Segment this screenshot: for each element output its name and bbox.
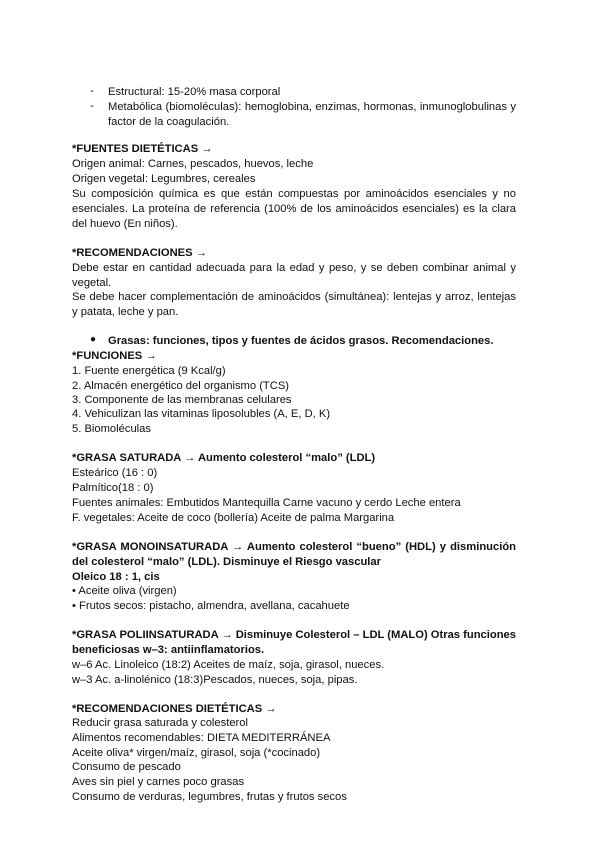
heading-grasa-saturada: *GRASA SATURADA → Aumento colesterol “malo” (LDL) bbox=[72, 452, 376, 464]
recomendacion-item: Alimentos recomendables: DIETA MEDITERRÁNEA bbox=[72, 732, 331, 744]
saturada-fuentes-animales: Fuentes animales: Embutidos Mantequilla Carne vacuno y cerdo Leche entera bbox=[72, 497, 461, 509]
saturada-fuentes-vegetales: F. vegetales: Aceite de coco (bollería) Aceite de palma Margarina bbox=[72, 512, 395, 524]
recomendacion-item: Consumo de verduras, legumbres, frutas y frutos secos bbox=[72, 791, 347, 803]
section-title-grasas: Grasas: funciones, tipos y fuentes de ácidos grasos. Recomendaciones. bbox=[108, 335, 494, 347]
oleico-label: Oleico 18 : 1, cis bbox=[72, 571, 160, 583]
recomendacion-item: Reducir grasa saturada y colesterol bbox=[72, 717, 248, 729]
recomendacion-item: Aves sin piel y carnes poco grasas bbox=[72, 776, 245, 788]
poli-w3: w–3 Ac. a-linolénico (18:3)Pescados, nueces, soja, pipas. bbox=[72, 674, 358, 686]
bullet-icon: ● bbox=[90, 334, 97, 345]
heading-recomendaciones-dieteticas: *RECOMENDACIONES DIETÉTICAS → bbox=[72, 703, 277, 715]
recomendacion-item: Aceite oliva* virgen/maíz, girasol, soja (*cocinado) bbox=[72, 747, 321, 759]
heading-recomendaciones: *RECOMENDACIONES → bbox=[72, 247, 207, 259]
heading-fuentes-dieteticas: *FUENTES DIETÉTICAS → bbox=[72, 143, 213, 155]
mono-item: • Aceite oliva (virgen) bbox=[72, 585, 177, 597]
list-marker: - bbox=[90, 85, 94, 97]
origen-vegetal: Origen vegetal: Legumbres, cereales bbox=[72, 173, 256, 185]
funcion-item: 2. Almacén energético del organismo (TCS) bbox=[72, 380, 290, 392]
poli-w6: w–6 Ac. Linoleico (18:2) Aceites de maíz, soja, girasol, nueces. bbox=[72, 659, 385, 671]
paragraph-recomendaciones-2: Se debe hacer complementación de aminoácidos (simultánea): lentejas y arroz, lentejas y patata, leche y pan. bbox=[72, 291, 516, 318]
origen-animal: Origen animal: Carnes, pescados, huevos, leche bbox=[72, 158, 314, 170]
saturada-line: Esteárico (16 : 0) bbox=[72, 467, 158, 479]
funcion-item: 5. Biomoléculas bbox=[72, 423, 151, 435]
paragraph-composicion: Su composición química es que están compuestas por aminoácidos esenciales y no esenciales. La proteína de referencia (100% de los aminoácidos esenciales) es la clara del huevo (En niños). bbox=[72, 188, 516, 230]
heading-grasa-poliinsaturada: *GRASA POLIINSATURADA → Disminuye Colesterol – LDL (MALO) Otras funciones beneficiosas w–3: antiinflamatorios. bbox=[72, 629, 516, 656]
paragraph-recomendaciones-1: Debe estar en cantidad adecuada para la edad y peso, y se deben combinar animal y vegetal. bbox=[72, 262, 516, 289]
funcion-item: 3. Componente de las membranas celulares bbox=[72, 394, 292, 406]
mono-item: • Frutos secos: pistacho, almendra, avellana, cacahuete bbox=[72, 600, 350, 612]
list-marker: - bbox=[90, 100, 94, 112]
funcion-item: 1. Fuente energética (9 Kcal/g) bbox=[72, 365, 226, 377]
heading-funciones: *FUNCIONES → bbox=[72, 350, 157, 362]
heading-grasa-monoinsaturada: *GRASA MONOINSATURADA → Aumento colesterol “bueno” (HDL) y disminución del colesterol “malo” (LDL). Disminuye el Riesgo vascular bbox=[72, 541, 516, 568]
recomendacion-item: Consumo de pescado bbox=[72, 761, 181, 773]
funcion-item: 4. Vehiculizan las vitaminas liposolubles (A, E, D, K) bbox=[72, 408, 331, 420]
saturada-line: Palmítico(18 : 0) bbox=[72, 482, 154, 494]
list-item-metabolica: Metabólica (biomoléculas): hemoglobina, enzimas, hormonas, inmunoglobulinas y factor de la coagulación. bbox=[108, 101, 516, 128]
list-item-estructural: Estructural: 15-20% masa corporal bbox=[108, 86, 281, 98]
